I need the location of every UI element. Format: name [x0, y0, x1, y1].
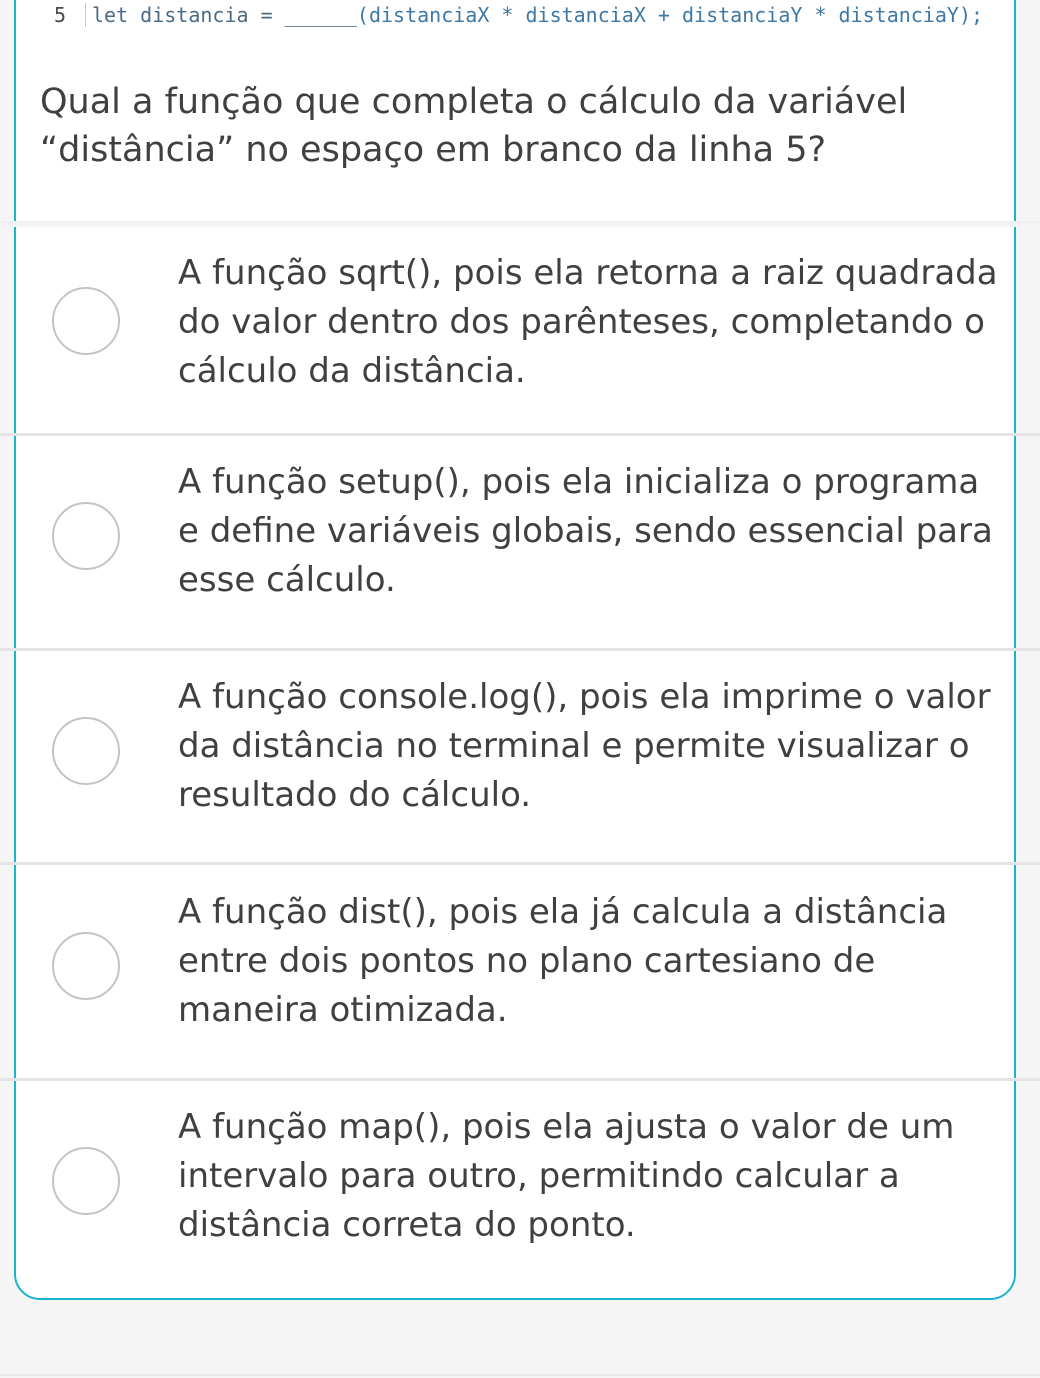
code-snippet-line: [0, 0, 1040, 30]
code-line-number: 5: [54, 3, 67, 27]
radio-button-icon[interactable]: [52, 502, 120, 570]
radio-button-icon[interactable]: [52, 717, 120, 785]
code-text: [92, 0, 983, 30]
radio-button-icon[interactable]: [52, 932, 120, 1000]
answer-option-5[interactable]: [0, 1081, 1040, 1296]
radio-button-icon[interactable]: [52, 1147, 120, 1215]
answer-option-4[interactable]: [0, 866, 1040, 1081]
question-divider: [0, 221, 1040, 227]
question-text: Qual a função que completa o cálculo da variável “distância” no espaço em branco da linha 5?: [40, 82, 908, 170]
answer-option-1[interactable]: [0, 229, 1040, 436]
code-expression: (distanciaX * distanciaX + distanciaY * distanciaY);: [356, 3, 984, 27]
answer-option-text: A função sqrt(), pois ela retorna a raiz quadrada do valor dentro dos parênteses, completando o cálculo da distância.: [178, 253, 998, 391]
answer-option-text: A função console.log(), pois ela imprime o valor da distância no terminal e permite visualizar o resultado do cálculo.: [178, 677, 991, 815]
option-divider: [0, 862, 1040, 865]
code-gutter-divider: [85, 3, 86, 27]
answer-option-text: A função setup(), pois ela inicializa o programa e define variáveis globais, sendo essencial para esse cálculo.: [178, 462, 993, 600]
code-keyword: let distancia =: [92, 3, 285, 27]
radio-button-icon[interactable]: [52, 287, 120, 355]
answer-option-2[interactable]: [0, 436, 1040, 651]
page-bottom-divider: [0, 1374, 1040, 1376]
answer-option-3[interactable]: [0, 651, 1040, 866]
answer-option-text: A função dist(), pois ela já calcula a distância entre dois pontos no plano cartesiano de maneira otimizada.: [178, 892, 948, 1030]
code-blank: ______: [284, 3, 357, 27]
answer-option-text: A função map(), pois ela ajusta o valor de um intervalo para outro, permitindo calcular a distância correta do ponto.: [178, 1107, 955, 1245]
